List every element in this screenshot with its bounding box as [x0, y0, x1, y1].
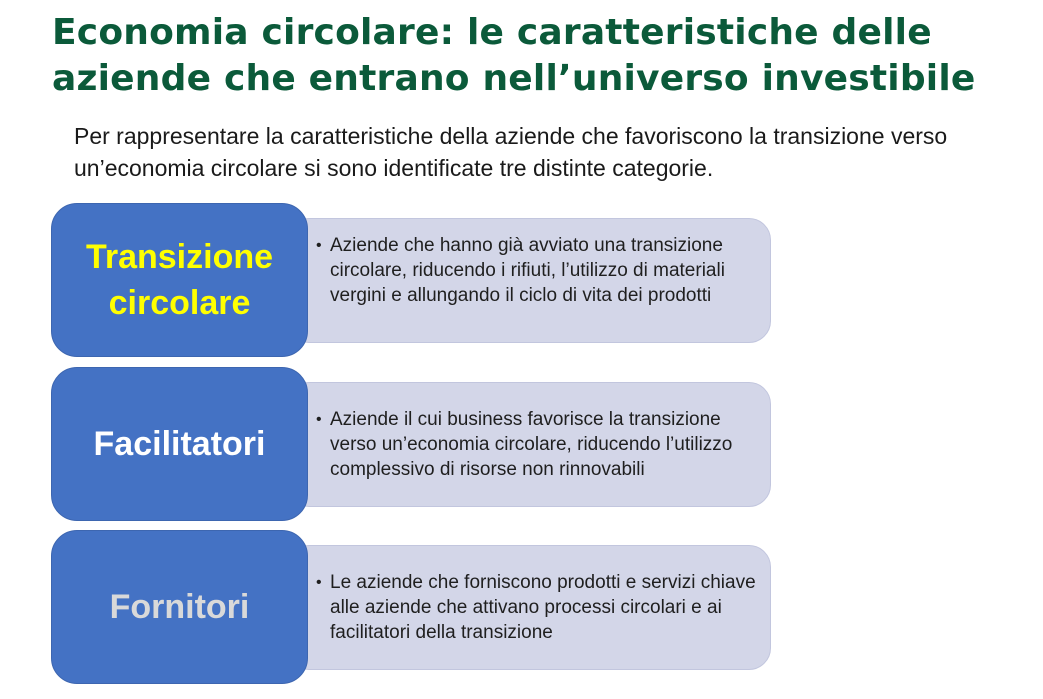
category-row-facilitatori — [51, 367, 781, 521]
category-box — [51, 367, 308, 521]
description-text: Aziende il cui business favorisce la transizione verso un’economia circolare, riducendo l’utilizzo complessivo di risorse non rinnovabili — [330, 409, 733, 480]
bullet-icon: • — [316, 411, 322, 428]
bullet-icon: • — [316, 574, 322, 591]
description-item — [316, 570, 756, 645]
description-box — [287, 545, 771, 670]
description-text: Aziende che hanno già avviato una transizione circolare, riducendo i rifiuti, l’utilizzo di materiali vergini e allungando il ciclo di vita dei prodotti — [330, 235, 725, 306]
description-text: Le aziende che forniscono prodotti e servizi chiave alle aziende che attivano processi circolari e ai facilitatori della transizione — [330, 572, 756, 643]
category-box — [51, 530, 308, 684]
category-box — [51, 203, 308, 357]
category-row-fornitori — [51, 530, 781, 684]
description-box — [287, 218, 771, 343]
slide-title: Economia circolare: le caratteristiche delle aziende che entrano nell’universo investibile — [52, 12, 976, 99]
category-label: Transizione circolare — [85, 238, 274, 322]
intro-text: Per rappresentare la caratteristiche della aziende che favoriscono la transizione verso un’economia circolare si sono identificate tre distinte categorie. — [74, 123, 948, 181]
category-label: Facilitatori — [93, 425, 266, 463]
description-item — [316, 233, 756, 308]
description-item — [316, 407, 756, 482]
bullet-icon: • — [316, 237, 322, 254]
category-label: Fornitori — [109, 588, 250, 626]
category-row-transizione-circolare — [51, 203, 781, 357]
description-box — [287, 382, 771, 507]
